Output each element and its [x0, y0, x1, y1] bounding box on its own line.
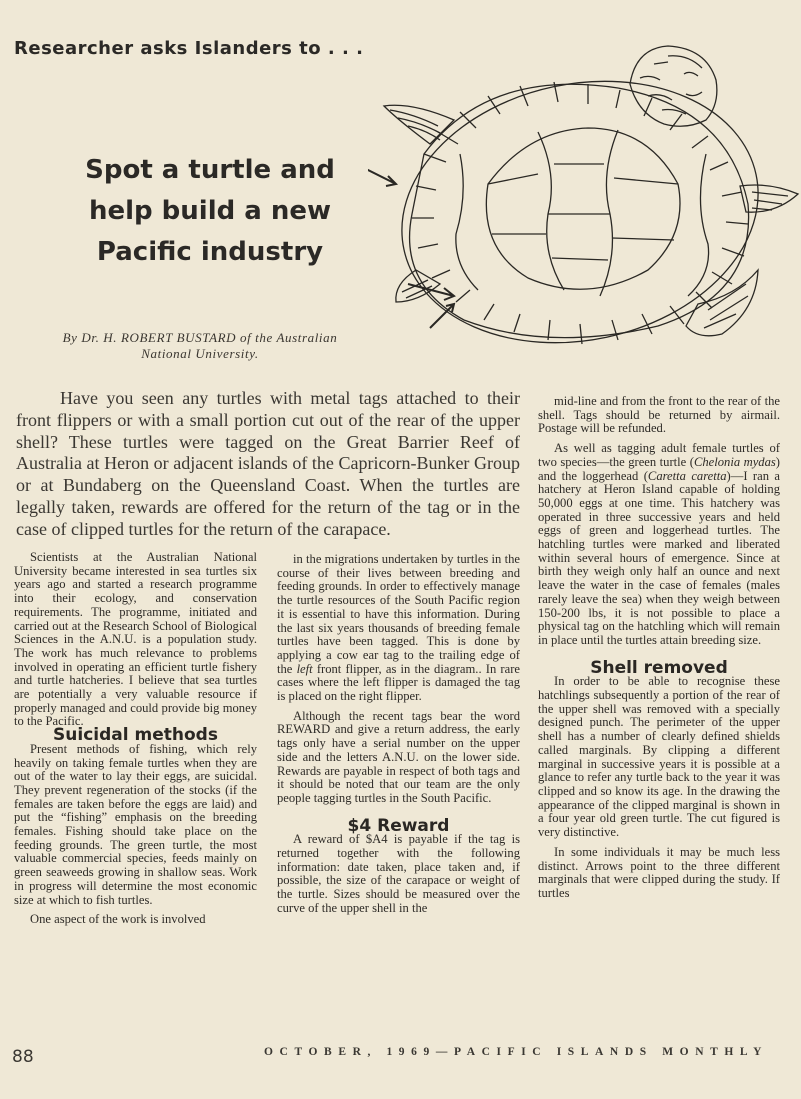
byline-line-1: By Dr. H. ROBERT BUSTARD of the Australian [62, 330, 338, 345]
turtle-carapace [377, 49, 782, 364]
col3-p2c: )—I ran a hatchery at Heron Island capable of holding 50,000 eggs at one time. This hatchery was operated in three successive years and held eggs of green and loggerhead turtles. The hatchling turtles were marked and liberated within several hours of emergence. Since at birth they weigh only half an ounce and next leave the water in the case of females (males rarely leave the sea) when they weigh between 150-200 lbs, it is not possible to place a physical tag on the hatchling which will remain in place until the turtles attain breeding size. [538, 468, 781, 647]
col2-p1-italic: left [296, 661, 313, 676]
col3-p2-species-1: Chelonia mydas [693, 454, 776, 469]
col3-p2b: ) and the loggerhead ( [538, 454, 780, 483]
headline [60, 150, 360, 273]
page-number: 88 [12, 1047, 34, 1067]
byline-line-2: National University. [141, 346, 259, 361]
arrow-1 [368, 168, 396, 186]
col3-paragraph-3: In order to be able to recognise these hatchlings subsequently a portion of the rear of the upper shell was removed with a specially designed punch. The perimeter of the upper shell has a number of clearly defined shields called marginals. By clipping a different marginal in successive years it is possible at a glance to refer any turtle back to the year it was clipped and so know its age. In the drawing the appearance of the clipped marginal is shown in a four year old green turtle. The cut figured is very distinctive. [538, 674, 780, 840]
col1-paragraph-3: One aspect of the work is involved [30, 912, 206, 927]
col1-paragraph-2: Present methods of fishing, which rely heavily on taking female turtles when they are out of the water to lay their eggs, are suicidal. They prevent regeneration of the stocks (if the females are taken before the eggs are laid) and put the “fishing” emphasis on the breeding females. Fishing should take place on the feeding grounds. The green turtle, the most valuable commercial species, feeds mainly on green seaweeds growing in shallow seas. Work in progress will determine the most economic size at which to fish turtles. [14, 741, 257, 907]
turtle-illustration [368, 34, 800, 364]
column-3 [538, 395, 780, 901]
col3-paragraph-4: In some individuals it may be much less distinct. Arrows point to the three different marginals that were clipped during the study. If turtles [538, 844, 780, 900]
subhead-reward: $4 Reward [347, 815, 450, 836]
col3-p2a: As well as tagging adult female turtles of two species—the green turtle ( [538, 441, 780, 469]
column-1 [14, 551, 257, 927]
kicker: Researcher asks Islanders to . . . [14, 38, 364, 59]
col1-paragraph-1: Scientists at the Australian National University became interested in sea turtles six years ago and started a research programme into their ecology, and conservation requirements. The programme, initiated and carried out at the Research School of Biological Sciences in the A.N.U. is a population study. The work has much relevance to problems involved in operating an efficient turtle fishery and turtle hatcheries. I believe that sea turtles are potentially a very valuable resource if properly managed and could provide big money to the Pacific. [14, 550, 257, 729]
turtle-rear-flipper [686, 270, 758, 336]
headline-line-1: Spot a turtle and [85, 155, 335, 185]
col2-paragraph-3: A reward of $A4 is payable if the tag is returned together with the following information: date taken, place taken and, if possible, the size of the carapace or weight of the turtle. Sizes should be measured over the curve of the upper shell in the [277, 832, 520, 915]
intro-paragraph: Have you seen any turtles with metal tags attached to their front flippers or with a small portion cut out of the rear of the upper shell? These turtles were tagged on the Great Barrier Reef of Australia at Heron or adjacent islands of the Capricorn-Bunker Group or at Bundaberg on the Queensland Coast. When the turtles are legally taken, rewards are offered for the return of the tag or in the case of clipped turtles for the return of the carapace. [16, 388, 520, 539]
col3-paragraph-1: mid-line and from the front to the rear of the shell. Tags should be returned by airmail. Postage will be refunded. [538, 394, 780, 436]
column-2 [277, 553, 520, 916]
turtle-head [630, 46, 717, 126]
subhead-suicidal-methods: Suicidal methods [53, 725, 218, 746]
headline-line-3: Pacific industry [96, 237, 324, 267]
col2-paragraph-2: Although the recent tags bear the word REWARD and give a return address, the early tags only have a serial number on the upper side and the letters A.N.U. on the lower side. Rewards are payable in respect of both tags and it should be noted that our team are the only people tagging turtles in the South Pacific. [277, 708, 520, 805]
col2-paragraph-1 [277, 553, 520, 704]
col3-paragraph-2 [538, 442, 780, 648]
headline-line-2: help build a new [88, 196, 332, 226]
masthead-footer: OCTOBER, 1969—PACIFIC ISLANDS MONTHLY [264, 1046, 769, 1058]
byline [10, 330, 390, 362]
col2-p1-end: front flipper, as in the diagram.. In rare cases where the left flipper is damaged the tag is placed on the right flipper. [277, 661, 520, 704]
subhead-shell-removed: Shell removed [590, 657, 728, 678]
col3-p2-species-2: Caretta caretta [647, 468, 727, 483]
col2-p1-text: in the migrations undertaken by turtles in the course of their lives between breeding and feeding grounds. In order to effectively manage the turtle resources of the South Pacific region it is essential to have this information. During the last six years thousands of breeding female turtles have been tagged. This is done by applying a cow ear tag to the trailing edge of the [277, 552, 520, 676]
